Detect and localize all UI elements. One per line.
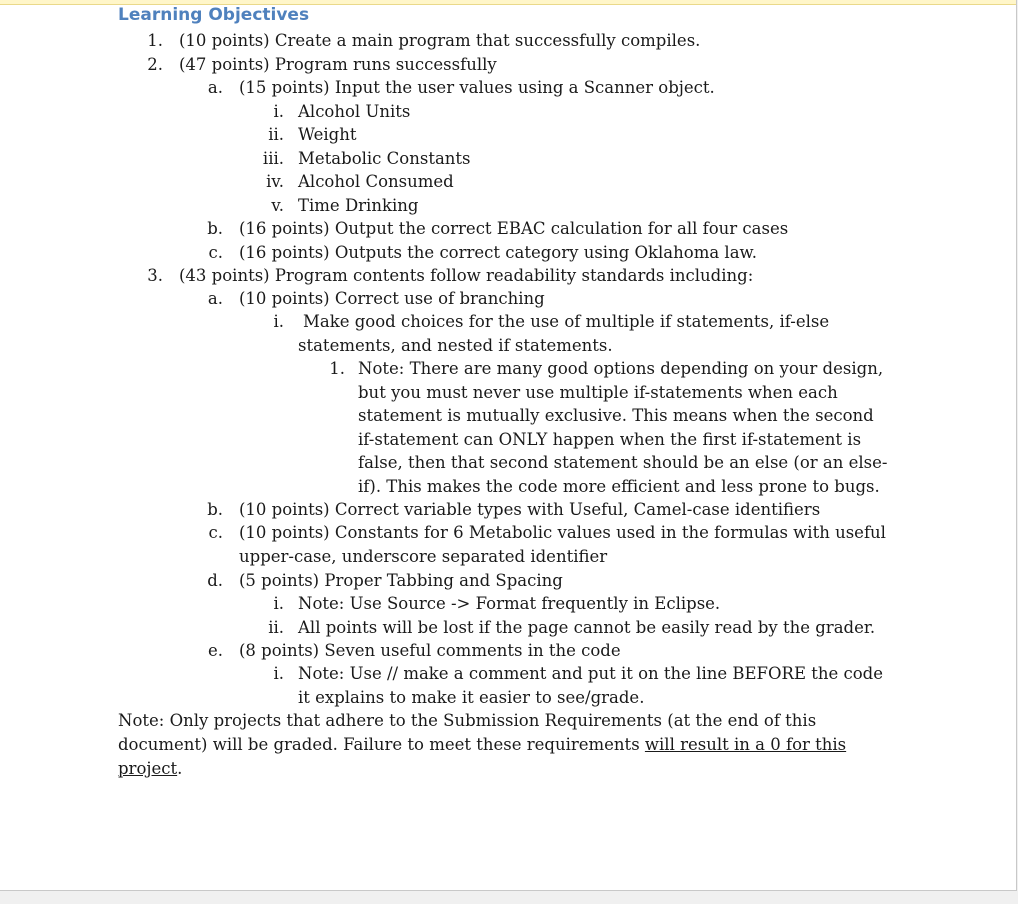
submission-note-emphasis: will result in a 0 for this <box>644 735 847 754</box>
list-marker: ii. <box>268 125 284 144</box>
list-marker: 3. <box>147 266 163 285</box>
branching-note-line2: but you must never use multiple if-statements when each <box>358 383 838 402</box>
input-alcohol-consumed: Alcohol Consumed <box>298 172 454 191</box>
list-marker: c. <box>208 243 223 262</box>
objective-3c-line2: upper-case, underscore separated identifier <box>239 547 608 566</box>
objective-3d: (5 points) Proper Tabbing and Spacing <box>239 571 563 590</box>
objective-3: (43 points) Program contents follow readability standards including: <box>179 266 754 285</box>
list-marker: i. <box>273 312 284 331</box>
input-alcohol-units: Alcohol Units <box>298 102 411 121</box>
list-marker: e. <box>207 641 223 660</box>
input-metabolic-constants: Metabolic Constants <box>298 149 471 168</box>
objective-2: (47 points) Program runs successfully <box>179 55 497 74</box>
list-marker: c. <box>208 523 223 542</box>
list-marker: b. <box>207 219 223 238</box>
list-marker: a. <box>207 78 223 97</box>
branching-note-line3: statement is mutually exclusive. This means when the second <box>358 406 874 425</box>
list-marker: v. <box>271 196 284 215</box>
input-time-drinking: Time Drinking <box>298 196 419 215</box>
list-marker: ii. <box>268 618 284 637</box>
objective-2b: (16 points) Output the correct EBAC calculation for all four cases <box>239 219 789 238</box>
submission-note-plain: document) will be graded. Failure to meet these requirements <box>118 735 645 754</box>
list-marker: i. <box>273 664 284 683</box>
branching-note-line1: Note: There are many good options depending on your design, <box>358 359 884 378</box>
list-marker: b. <box>207 500 223 519</box>
objective-2c: (16 points) Outputs the correct category using Oklahoma law. <box>239 243 757 262</box>
list-marker: i. <box>273 594 284 613</box>
list-marker: i. <box>273 102 284 121</box>
submission-note-line3 <box>118 757 182 780</box>
objective-3a: (10 points) Correct use of branching <box>239 289 545 308</box>
list-marker: iv. <box>266 172 284 191</box>
submission-note-period: . <box>177 759 183 778</box>
objective-3b: (10 points) Correct variable types with Useful, Camel-case identifiers <box>239 500 821 519</box>
branching-note-line6: if). This makes the code more efficient and less prone to bugs. <box>358 477 880 496</box>
list-marker: a. <box>207 289 223 308</box>
list-marker: 1. <box>147 31 163 50</box>
input-weight: Weight <box>298 125 357 144</box>
comments-note-line2: it explains to make it easier to see/grade. <box>298 688 645 707</box>
objective-2a: (15 points) Input the user values using a Scanner object. <box>239 78 715 97</box>
submission-note-line1: Note: Only projects that adhere to the Submission Requirements (at the end of this <box>118 711 817 730</box>
list-marker: d. <box>207 571 223 590</box>
section-heading: Learning Objectives <box>118 5 310 25</box>
list-marker: 2. <box>147 55 163 74</box>
list-marker: 1. <box>329 359 345 378</box>
submission-note-emphasis-end: project <box>118 759 178 778</box>
objective-3c-line1: (10 points) Constants for 6 Metabolic values used in the formulas with useful <box>239 523 886 542</box>
list-marker: iii. <box>262 149 284 168</box>
comments-note-line1: Note: Use // make a comment and put it on the line BEFORE the code <box>298 664 884 683</box>
objective-3e: (8 points) Seven useful comments in the code <box>239 641 621 660</box>
branching-choices-line2: statements, and nested if statements. <box>298 336 613 355</box>
branching-note-line5: false, then that second statement should be an else (or an else- <box>358 453 888 472</box>
tabbing-warning: All points will be lost if the page cannot be easily read by the grader. <box>298 618 876 637</box>
submission-note-line2 <box>118 733 846 756</box>
objective-1: (10 points) Create a main program that successfully compiles. <box>179 31 701 50</box>
branching-note-line4: if-statement can ONLY happen when the first if-statement is <box>358 430 862 449</box>
tabbing-note: Note: Use Source -> Format frequently in Eclipse. <box>298 594 721 613</box>
branching-choices-line1: Make good choices for the use of multiple if statements, if-else <box>303 312 830 331</box>
